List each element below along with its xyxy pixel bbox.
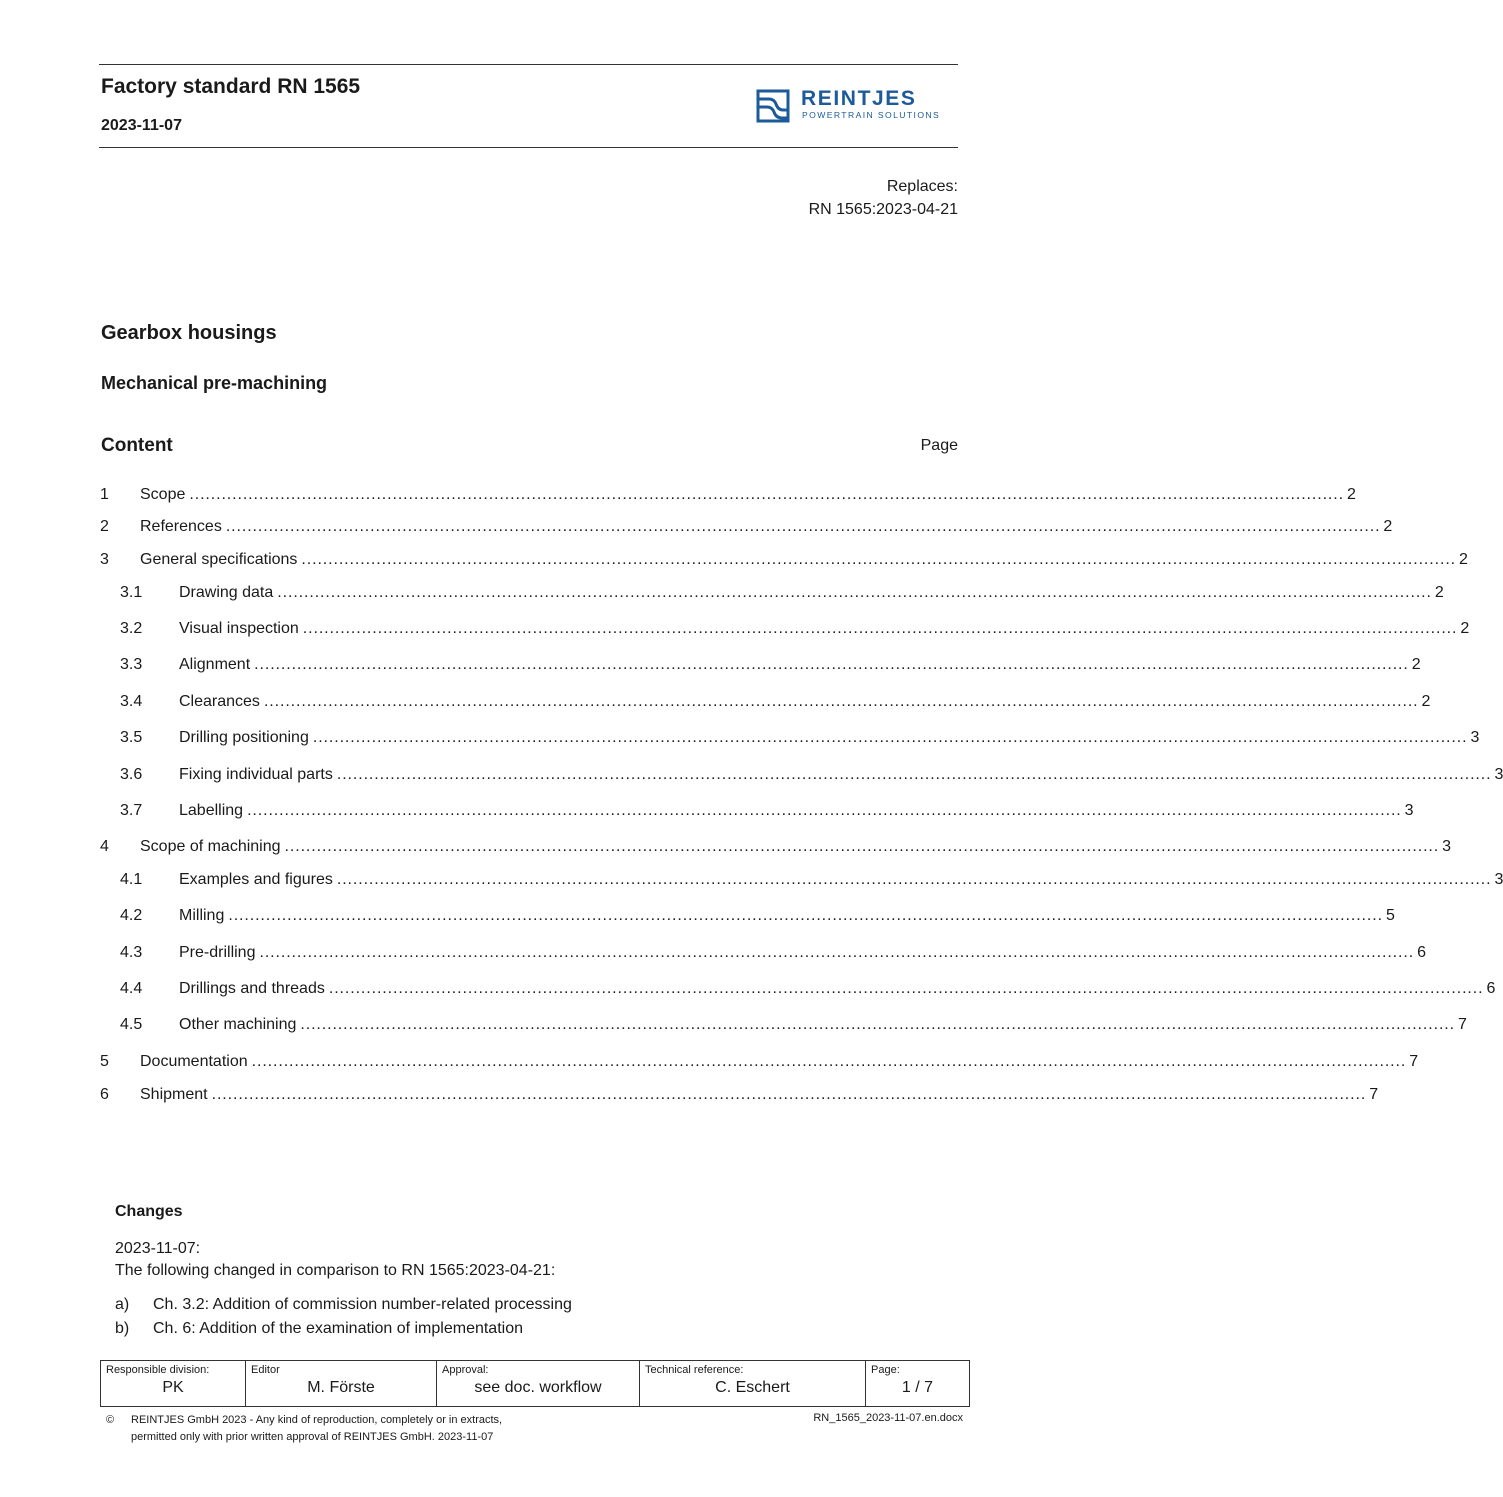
toc-leader-dots: ........................................................................................................................................................................................................................: [254, 656, 1409, 673]
toc-leader-dots: ........................................................................................................................................................................................................................: [284, 838, 1440, 855]
toc-leader-dots: ........................................................................................................................................................................................................................: [277, 584, 1432, 601]
page-label: Page:: [871, 1364, 900, 1376]
toc-entry[interactable]: 4 Scope of machining ........................................................................................................................................................................................................................ 3: [100, 836, 958, 858]
toc-entry[interactable]: 4.5 Other machining ........................................................................................................................................................................................................................ 7: [120, 1014, 958, 1036]
toc-leader-dots: ........................................................................................................................................................................................................................: [300, 1016, 1455, 1033]
copyright-line-1: REINTJES GmbH 2023 - Any kind of reproduction, completely or in extracts,: [131, 1414, 503, 1426]
technical-reference-cell: [640, 1361, 866, 1407]
editor-cell: [246, 1361, 437, 1407]
header-top-rule: [99, 64, 958, 65]
replaces-label: Replaces:: [886, 178, 958, 195]
responsible-division-label: Responsible division:: [106, 1364, 210, 1376]
logo-tagline: POWERTRAIN SOLUTIONS: [802, 110, 941, 120]
document-date: 2023-11-07: [101, 117, 182, 134]
responsible-division-cell: [101, 1361, 246, 1407]
document-title: Factory standard RN 1565: [101, 75, 361, 98]
editor-value: M. Förste: [307, 1379, 375, 1396]
toc-leader-dots: ........................................................................................................................................................................................................................: [225, 518, 1381, 535]
toc-heading: Content: [101, 435, 173, 456]
main-heading: Gearbox housings: [101, 322, 277, 344]
toc-leader-dots: ........................................................................................................................................................................................................................: [247, 802, 1402, 819]
toc-entry[interactable]: 4.2 Milling ........................................................................................................................................................................................................................ 5: [120, 905, 958, 927]
toc-leader-dots: ........................................................................................................................................................................................................................: [228, 907, 1383, 924]
document-filename: RN_1565_2023-11-07.en.docx: [813, 1412, 963, 1424]
toc-entry[interactable]: 3.6 Fixing individual parts ........................................................................................................................................................................................................................ 3: [120, 764, 958, 786]
toc-entry[interactable]: 3.1 Drawing data ........................................................................................................................................................................................................................ 2: [120, 582, 958, 604]
toc-entry[interactable]: 5 Documentation ........................................................................................................................................................................................................................ 7: [100, 1051, 958, 1073]
toc-leader-dots: ........................................................................................................................................................................................................................: [263, 693, 1419, 710]
toc-entry[interactable]: 4.3 Pre-drilling ........................................................................................................................................................................................................................ 6: [120, 942, 958, 964]
toc-page-column-label: Page: [920, 437, 958, 454]
toc-leader-dots: ........................................................................................................................................................................................................................: [189, 486, 1344, 503]
change-item: b) Ch. 6: Addition of the examination of implementation: [115, 1320, 523, 1337]
toc-entry[interactable]: 3.4 Clearances ........................................................................................................................................................................................................................ 2: [120, 691, 958, 713]
approval-cell: [437, 1361, 640, 1407]
changes-date: 2023-11-07:: [115, 1240, 201, 1257]
page-cell: [866, 1361, 970, 1407]
copyright-line-2: permitted only with prior written approval of REINTJES GmbH. 2023-11-07: [131, 1431, 494, 1443]
header-bottom-rule: [99, 147, 958, 148]
reintjes-logo-icon: [755, 88, 791, 124]
toc-leader-dots: ........................................................................................................................................................................................................................: [336, 766, 1492, 783]
toc-leader-dots: ........................................................................................................................................................................................................................: [211, 1086, 1367, 1103]
company-logo: [755, 88, 960, 126]
responsible-division-value: PK: [162, 1379, 184, 1396]
page-number: 1 / 7: [901, 1379, 934, 1396]
toc-entry[interactable]: 3.7 Labelling ........................................................................................................................................................................................................................ 3: [120, 800, 958, 822]
technical-reference-label: Technical reference:: [645, 1364, 744, 1376]
toc-entry[interactable]: 4.1 Examples and figures ........................................................................................................................................................................................................................ 3: [120, 869, 958, 891]
toc-leader-dots: ........................................................................................................................................................................................................................: [328, 980, 1484, 997]
toc-entry[interactable]: 3.5 Drilling positioning ........................................................................................................................................................................................................................ 3: [120, 727, 958, 749]
logo-wordmark: REINTJES: [801, 87, 917, 110]
toc-leader-dots: ........................................................................................................................................................................................................................: [336, 871, 1492, 888]
toc-leader-dots: ........................................................................................................................................................................................................................: [259, 944, 1415, 961]
toc-entry[interactable]: 3.3 Alignment ........................................................................................................................................................................................................................ 2: [120, 654, 958, 676]
changes-heading: Changes: [115, 1203, 183, 1220]
toc-entry[interactable]: 4.4 Drillings and threads ........................................................................................................................................................................................................................ 6: [120, 978, 958, 1000]
sub-heading: Mechanical pre-machining: [101, 373, 328, 393]
technical-reference-value: C. Eschert: [715, 1379, 790, 1396]
toc-entry[interactable]: 3.2 Visual inspection ........................................................................................................................................................................................................................ 2: [120, 618, 958, 640]
replaces-note: [809, 175, 958, 221]
toc-entry[interactable]: 6 Shipment ........................................................................................................................................................................................................................ 7: [100, 1084, 958, 1106]
replaces-value: RN 1565:2023-04-21: [808, 201, 958, 218]
toc-entry[interactable]: 1 Scope ........................................................................................................................................................................................................................ 2: [100, 484, 958, 506]
changes-intro: The following changed in comparison to RN 1565:2023-04-21:: [115, 1262, 556, 1279]
approval-label: Approval:: [442, 1364, 489, 1376]
toc-leader-dots: ........................................................................................................................................................................................................................: [312, 729, 1468, 746]
toc-leader-dots: ........................................................................................................................................................................................................................: [301, 551, 1457, 568]
approval-value: see doc. workflow: [474, 1379, 602, 1396]
toc-leader-dots: ........................................................................................................................................................................................................................: [302, 620, 1458, 637]
toc-entry[interactable]: 2 References ........................................................................................................................................................................................................................ 2: [100, 516, 958, 538]
toc-leader-dots: ........................................................................................................................................................................................................................: [251, 1053, 1407, 1070]
copyright-symbol: ©: [106, 1414, 115, 1426]
toc-entry[interactable]: 3 General specifications ........................................................................................................................................................................................................................ 2: [100, 549, 958, 571]
change-item: a) Ch. 3.2: Addition of commission number-related processing: [115, 1296, 572, 1313]
editor-label: Editor: [251, 1364, 280, 1376]
copyright-notice: [106, 1412, 502, 1446]
footer-table: [100, 1360, 970, 1407]
